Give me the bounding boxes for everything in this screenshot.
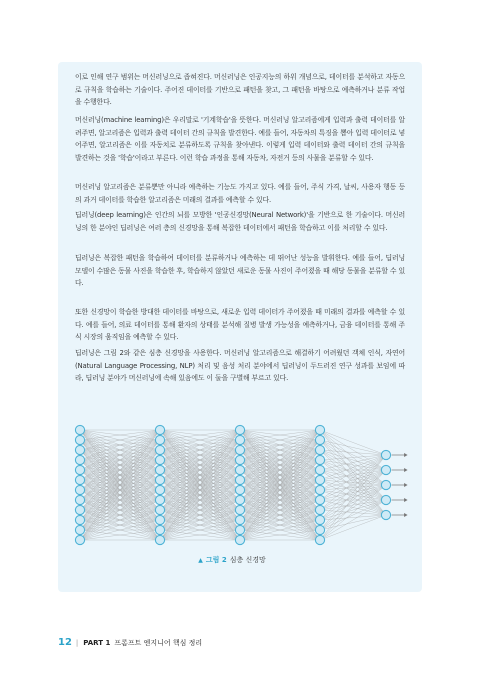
input-node (75, 505, 84, 514)
paragraph-6: 또한 신경망이 학습한 방대한 데이터를 바탕으로, 새로운 입력 데이터가 주어졌을 때 미래의 결과를 예측할 수 있다. 예를 들어, 의료 데이터를 통해 환자의 상태를 분석해 질병 발생 가능성을 예측하거나, 금융 데이터를 통해 주식 시장의 움직임을 예측할 수 있다. (75, 308, 405, 342)
network-edge (320, 500, 386, 530)
paragraph-1: 이로 인해 연구 범위는 머신러닝으로 좁혀진다. 머신러닝은 인공지능의 하위 개념으로, 데이터를 분석하고 자동으로 규칙을 학습하는 기술이다. 주어진 데이터를 기반으로 패턴을 찾고, 그 패턴을 바탕으로 예측하거나 분류 작업을 수행한다. (75, 73, 405, 107)
hidden-node (315, 485, 324, 494)
hidden-node (155, 485, 164, 494)
hidden-node (235, 435, 244, 444)
hidden-node (235, 475, 244, 484)
hidden-node (155, 455, 164, 464)
hidden-node (155, 525, 164, 534)
input-node (75, 465, 84, 474)
hidden-node (315, 465, 324, 474)
page-footer (58, 637, 202, 648)
hidden-node (315, 445, 324, 454)
hidden-node (315, 515, 324, 524)
hidden-node (315, 475, 324, 484)
hidden-node (155, 475, 164, 484)
neural-network-diagram (58, 420, 422, 550)
hidden-node (155, 495, 164, 504)
output-arrowhead (404, 468, 408, 472)
page-number: 12 (58, 637, 72, 648)
network-edge (320, 440, 386, 455)
hidden-node (235, 515, 244, 524)
part-title: 프롬프트 엔지니어 핵심 정리 (114, 638, 203, 647)
hidden-node (235, 465, 244, 474)
output-node (381, 495, 390, 504)
hidden-node (155, 515, 164, 524)
hidden-node (155, 445, 164, 454)
network-edge (320, 515, 386, 520)
hidden-node (155, 505, 164, 514)
network-edge (320, 455, 386, 510)
output-arrowhead (404, 498, 408, 502)
hidden-node (315, 505, 324, 514)
paragraph-4: 딥러닝(deep learning)은 인간의 뇌를 모방한 '인공신경망(Neural Network)'을 기반으로 한 기술이다. 머신러닝의 한 분야인 딥러닝은 여러 층의 신경망을 통해 복잡한 데이터에서 패턴을 학습하고 이를 처리할 수 있다. (75, 211, 405, 232)
hidden-node (155, 535, 164, 544)
output-node (381, 450, 390, 459)
hidden-node (235, 485, 244, 494)
output-arrowhead (404, 513, 408, 517)
network-edge (320, 470, 386, 490)
output-node (381, 510, 390, 519)
input-node (75, 495, 84, 504)
paragraph-5: 딥러닝은 복잡한 패턴을 학습하여 데이터를 분류하거나 예측하는 데 뛰어난 성능을 발휘한다. 예를 들어, 딥러닝 모델이 수많은 동물 사진을 학습한 후, 학습하지 않았던 새로운 동물 사진이 주어졌을 때 해당 동물을 분류할 수 있다. (75, 254, 405, 288)
figure-caption-text: 심층 신경망 (229, 556, 266, 564)
input-node (75, 525, 84, 534)
input-node (75, 475, 84, 484)
hidden-node (235, 535, 244, 544)
input-node (75, 425, 84, 434)
paragraph-2: 머신러닝(machine learning)은 우리말로 '기계학습'을 뜻한다. 머신러닝 알고리즘에게 입력과 출력 데이터를 알려주면, 알고리즘은 입력과 출력 데이터 간의 규칙을 발견한다. 예를 들어, 자동차의 특징을 뽑아 입력 데이터로 넣어주면, 알고리즘은 이를 자동치로 분류하도록 규칙을 찾아낸다. 이렇게 입력 데이터와 출력 데이터 간의 규칙을 발견하는 것을 '학습'이라고 부른다. 이런 학습 과정을 통해 자동차, 자전거 등의 사물을 분류할 수 있다. (75, 116, 405, 162)
paragraph-7: 딥러닝은 그림 2와 같은 심층 신경망을 사용한다. 머신러닝 알고리즘으로 해결하기 어려웠던 객체 인식, 자연어(Natural Language Processing, NLP) 처리 및 음성 처리 분야에서 딥러닝이 두드러진 연구 성과를 보임에 따라, 딥러닝 분야가 머신러닝에 속해 있음에도 이 둘을 구별해 부르고 있다. (75, 349, 405, 383)
network-edge (320, 430, 386, 470)
hidden-node (235, 425, 244, 434)
hidden-node (315, 455, 324, 464)
hidden-node (315, 525, 324, 534)
input-node (75, 435, 84, 444)
network-edge (320, 455, 386, 490)
output-arrowhead (404, 453, 408, 457)
hidden-node (235, 505, 244, 514)
hidden-node (235, 455, 244, 464)
input-node (75, 445, 84, 454)
hidden-node (315, 425, 324, 434)
network-edges (80, 430, 386, 540)
figure-caption (0, 555, 464, 565)
hidden-node (155, 425, 164, 434)
network-edge (320, 440, 386, 470)
figure-number: 그림 2 (205, 556, 227, 564)
hidden-node (155, 435, 164, 444)
hidden-node (235, 445, 244, 454)
hidden-node (235, 495, 244, 504)
part-label: PART 1 (83, 638, 111, 647)
network-edge (320, 485, 386, 530)
triangle-icon: ▲ (198, 557, 203, 564)
network-edge (320, 500, 386, 540)
output-node (381, 480, 390, 489)
network-edge (320, 450, 386, 455)
network-edge (320, 470, 386, 480)
footer-separator: | (75, 638, 79, 647)
hidden-node (315, 435, 324, 444)
input-node (75, 535, 84, 544)
hidden-node (315, 495, 324, 504)
output-arrowhead (404, 483, 408, 487)
output-arrows (392, 453, 408, 517)
paragraph-3: 머신러닝 알고리즘은 분류뿐만 아니라 예측하는 기능도 가지고 있다. 예를 들어, 주식 가격, 날씨, 사용자 행동 등의 과거 데이터를 학습한 알고리즘은 미래의 결과를 예측할 수 있다. (75, 183, 405, 204)
hidden-node (155, 465, 164, 474)
network-edge (320, 515, 386, 530)
input-node (75, 455, 84, 464)
output-node (381, 465, 390, 474)
input-node (75, 515, 84, 524)
hidden-node (315, 535, 324, 544)
hidden-node (235, 525, 244, 534)
input-node (75, 485, 84, 494)
